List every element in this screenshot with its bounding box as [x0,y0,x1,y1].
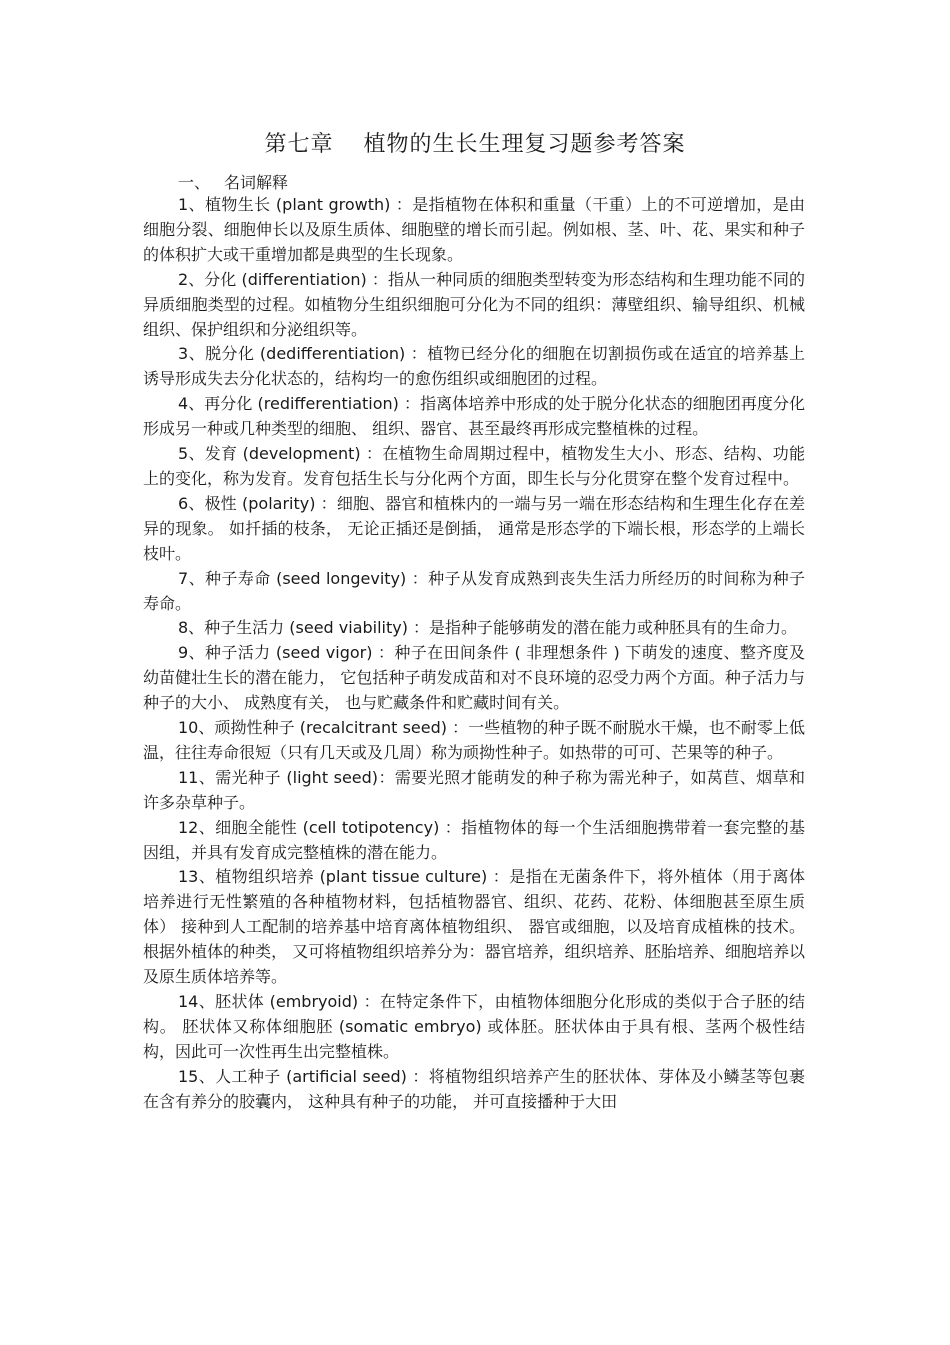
term-definitions [143,193,805,1115]
section-label: 名词解释 [224,173,289,192]
term-definition: 8、种子生活力 (seed viability) ：是指种子能够萌发的潜在能力或种胚具有的生命力。 [178,618,798,638]
section-heading [178,170,288,193]
term-definition: 1、植物生长 (plant growth) ：是指植物在体积和重量（干重）上的不可逆增加，是由细胞分裂、细胞伸长以及原生质体、细胞壁的增长而引起。例如根、茎、叶、花、果实和种子的体积扩大或干重增加都是典型的生长现象。 [143,195,805,264]
section-number: 一、 [178,173,211,192]
term-definition: 11、需光种子 (light seed)：需要光照才能萌发的种子称为需光种子，如莴苣、烟草和许多杂草种子。 [143,767,805,812]
term-definition: 4、再分化 (redifferentiation) ：指离体培养中形成的处于脱分化状态的细胞团再度分化形成另一种或几种类型的细胞、 组织、器官、甚至最终再形成完整植株的过程。 [143,394,805,439]
term-definition: 2、分化 (differentiation) ：指从一种同质的细胞类型转变为形态结构和生理功能不同的异质细胞类型的过程。如植物分生组织细胞可分化为不同的组织：薄壁组织、输导组织、机械组织、保护组织和分泌组织等。 [143,269,805,339]
term-definition: 7、种子寿命 (seed longevity) ：种子从发育成熟到丧失生活力所经历的时间称为种子寿命。 [143,568,805,613]
chapter-number: 第七章 [264,132,334,157]
term-definition: 15、人工种子 (artificial seed) ：将植物组织培养产生的胚状体、芽体及小鳞茎等包裹在含有养分的胶囊内， 这种具有种子的功能， 并可直接播种于大田 [143,1066,805,1111]
term-definition: 14、胚状体 (embryoid) ：在特定条件下，由植物体细胞分化形成的类似于合子胚的结构。 胚状体又称体细胞胚 (somatic embryo) 或体胚。胚状体由于具有根、茎两个极性结构，因此可一次性再生出完整植株。 [143,992,805,1061]
term-definition: 13、植物组织培养 (plant tissue culture) ：是指在无菌条件下，将外植体（用于离体培养进行无性繁殖的各种植物材料，包括植物器官、组织、花药、花粉、体细胞甚至原生质体） 接种到人工配制的培养基中培育离体植物组织、 器官或细胞，以及培育成植株的技术。 根据外植体的种类， 又可将植物组织培养分为：器官培养，组织培养、胚胎培养、细胞培养以及原生质体培养等。 [143,867,805,987]
term-definition: 9、种子活力 (seed vigor) ：种子在田间条件 ( 非理想条件 ) 下萌发的速度、整齐度及幼苗健壮生长的潜在能力， 它包括种子萌发成苗和对不良环境的忍受力两个方面。种子活力与种子的大小、 成熟度有关， 也与贮藏条件和贮藏时间有关。 [143,643,805,713]
chapter-title [0,127,950,158]
term-definition: 12、细胞全能性 (cell totipotency) ：指植物体的每一个生活细胞携带着一套完整的基因组，并具有发育成完整植株的潜在能力。 [143,817,805,862]
chapter-name: 植物的生长生理复习题参考答案 [363,132,686,157]
term-definition: 6、极性 (polarity) ：细胞、器官和植株内的一端与另一端在形态结构和生理生化存在差异的现象。 如扦插的枝条， 无论正插还是倒插， 通常是形态学的下端长根，形态学的上端长枝叶。 [143,493,805,563]
term-definition: 10、顽拗性种子 (recalcitrant seed) ：一些植物的种子既不耐脱水干燥，也不耐零上低温，往往寿命很短（只有几天或及几周）称为顽拗性种子。如热带的可可、芒果等的种子。 [143,718,805,762]
term-definition: 5、发育 (development) ：在植物生命周期过程中，植物发生大小、形态、结构、功能上的变化，称为发育。发育包括生长与分化两个方面，即生长与分化贯穿在整个发育过程中。 [143,444,805,488]
term-definition: 3、脱分化 (dedifferentiation) ：植物已经分化的细胞在切割损伤或在适宜的培养基上诱导形成失去分化状态的，结构均一的愈伤组织或细胞团的过程。 [143,344,805,389]
